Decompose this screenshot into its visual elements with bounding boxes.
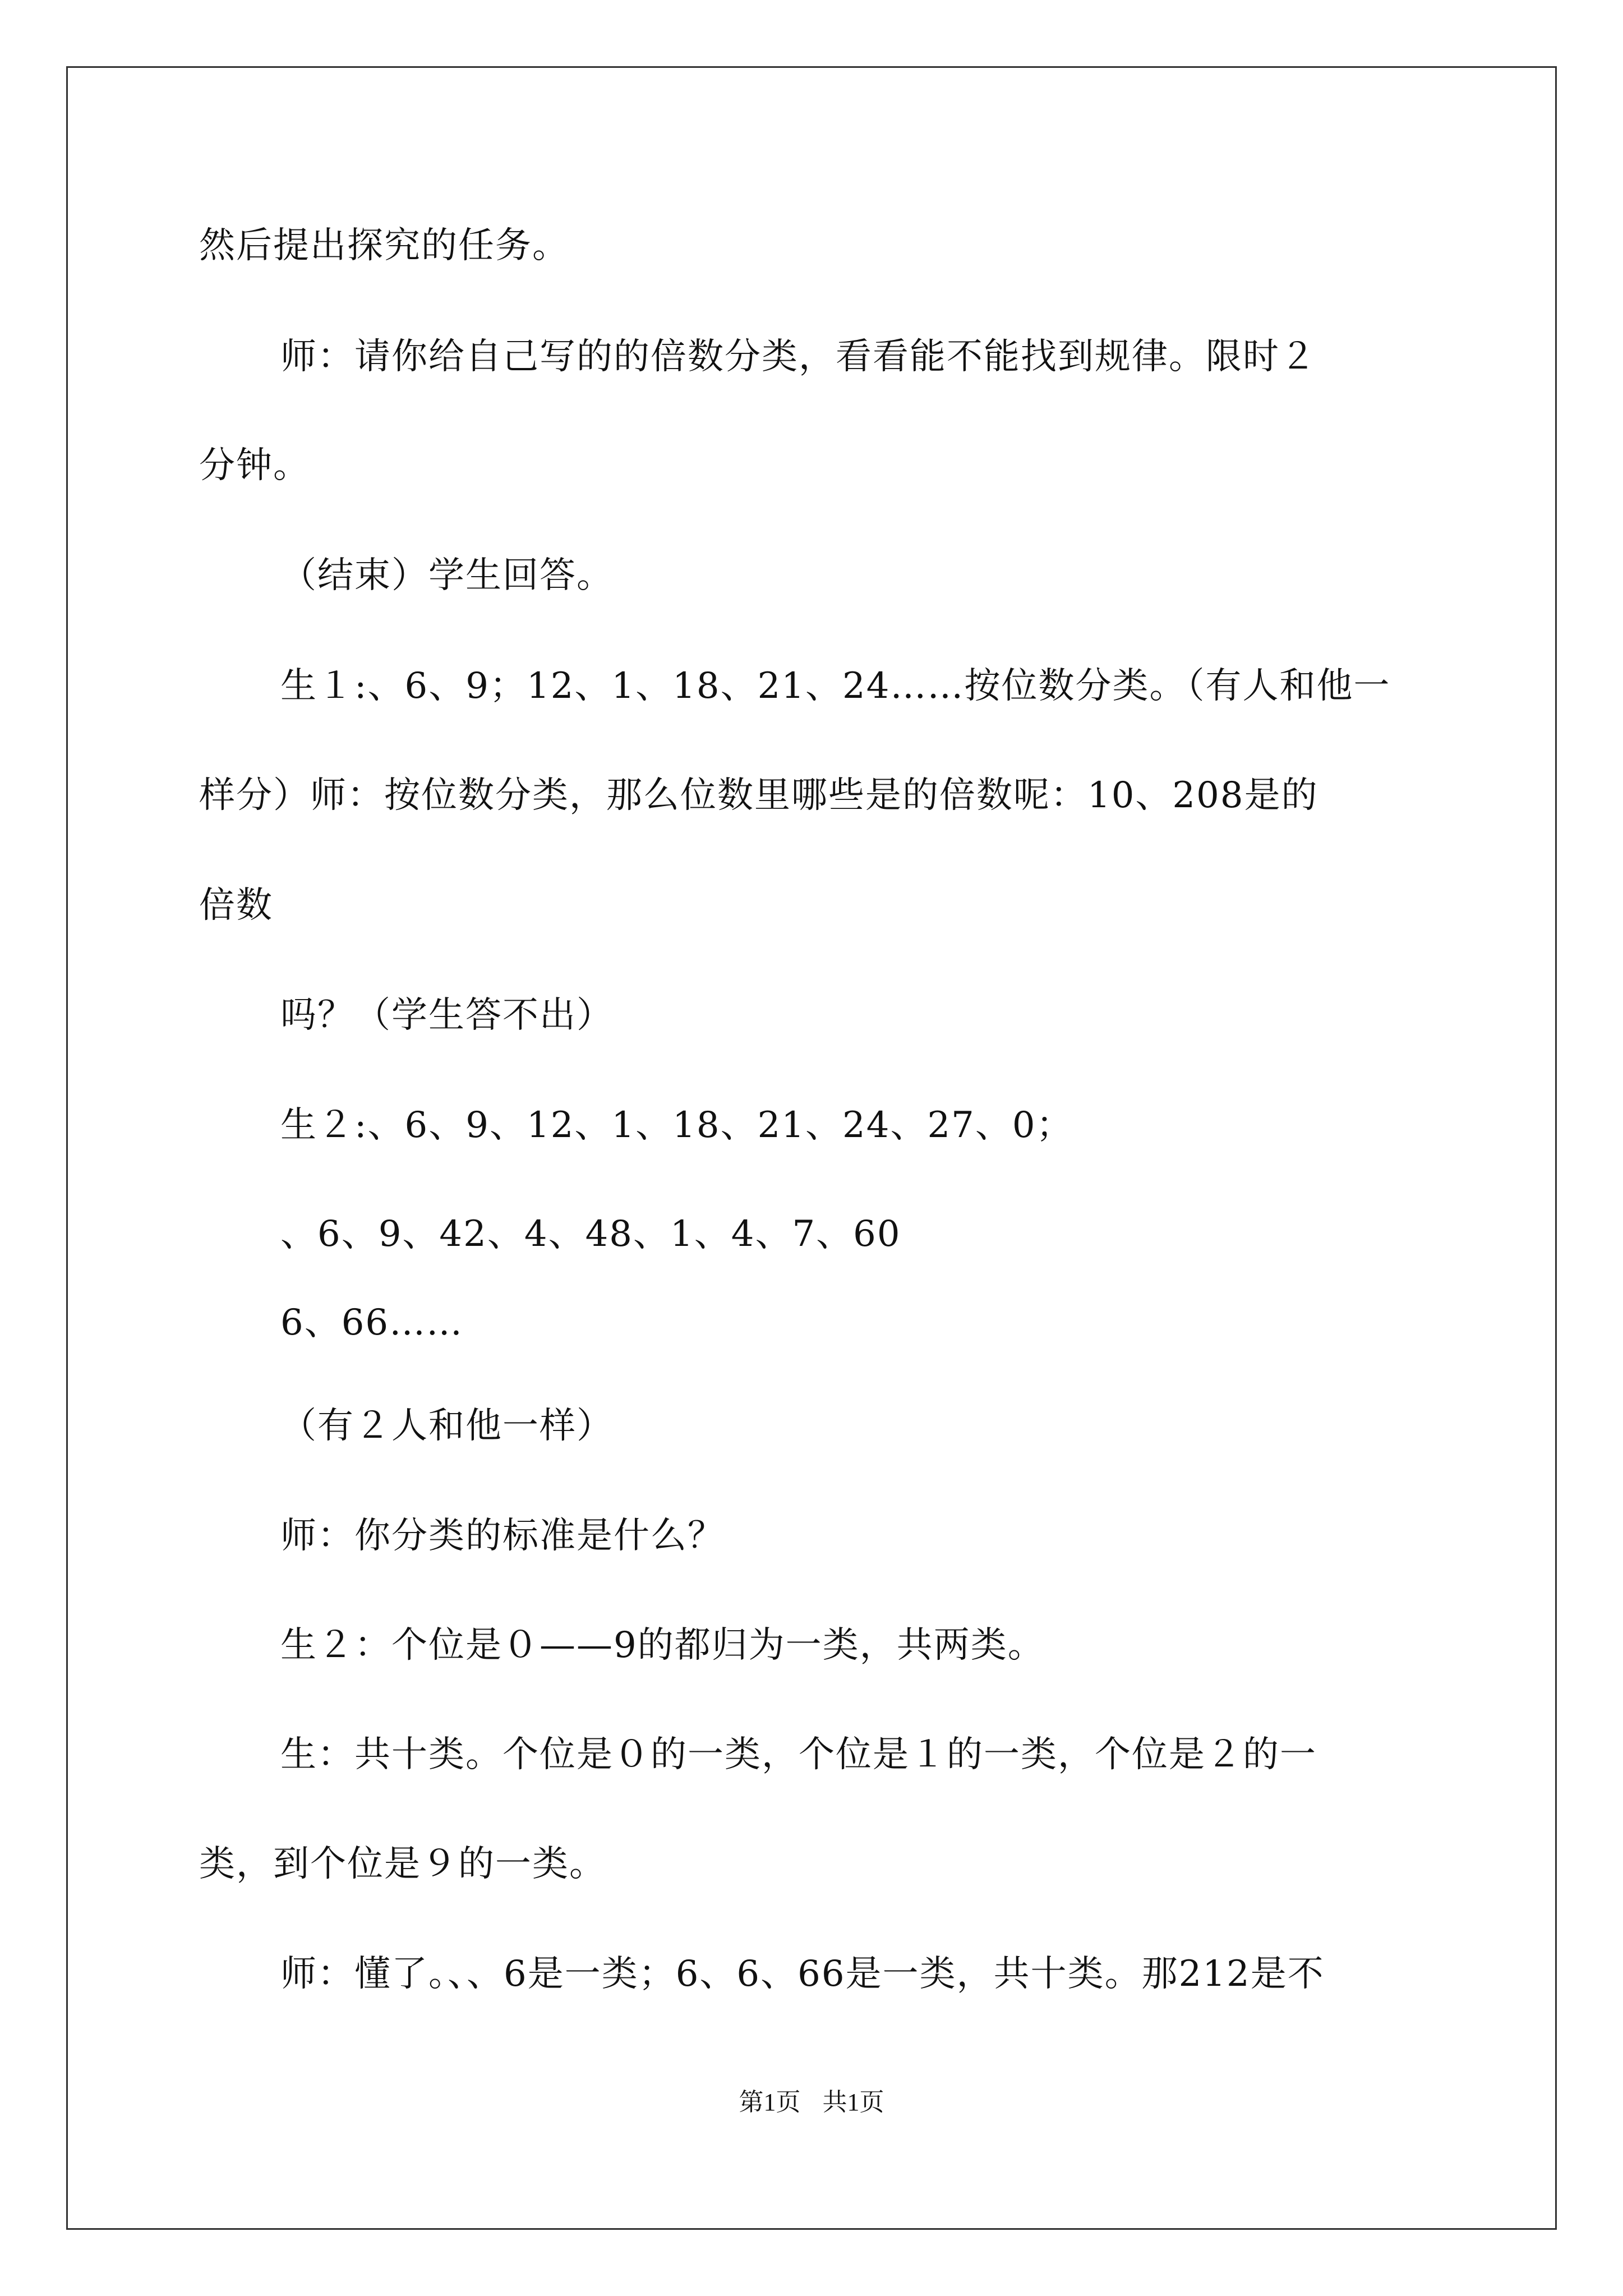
text-line: 生２：个位是０——9的都归为一类，共两类。 [280, 1625, 1045, 1666]
text-line: 师：懂了。、、6是一类；6、6、66是一类，共十类。那212是不 [280, 1953, 1325, 1995]
text-line: （结束）学生回答。 [280, 555, 614, 596]
text-line: 类，到个位是９的一类。 [199, 1843, 606, 1885]
page-border [66, 66, 1557, 2230]
text-line: 6、66…… [280, 1302, 464, 1343]
text-line: 样分）师：按位数分类，那么位数里哪些是的倍数呢：10、208是的 [199, 775, 1318, 816]
page-footer [0, 2086, 1623, 2119]
text-line: 师：你分类的标准是什么？ [280, 1515, 725, 1557]
text-line: 然后提出探究的任务。 [199, 225, 569, 266]
text-line: 、6、9、42、4、48、1、4、7、60 [280, 1213, 901, 1255]
text-line: 分钟。 [199, 445, 310, 486]
page-number: 第1页 [739, 2088, 801, 2116]
text-line: （有２人和他一样） [280, 1405, 614, 1447]
text-line: 吗？（学生答不出） [280, 995, 614, 1036]
text-line: 师：请你给自己写的的倍数分类，看看能不能找到规律。限时２ [280, 336, 1317, 378]
page-count: 共1页 [822, 2088, 884, 2116]
text-line: 生２:、6、9、12、1、18、21、24、27、0； [280, 1105, 1073, 1146]
text-line: 生：共十类。个位是０的一类，个位是１的一类，个位是２的一 [280, 1734, 1317, 1775]
text-line: 生１:、6、9；12、1、18、21、24……按位数分类。（有人和他一 [280, 665, 1391, 707]
text-line: 倍数 [199, 885, 273, 926]
